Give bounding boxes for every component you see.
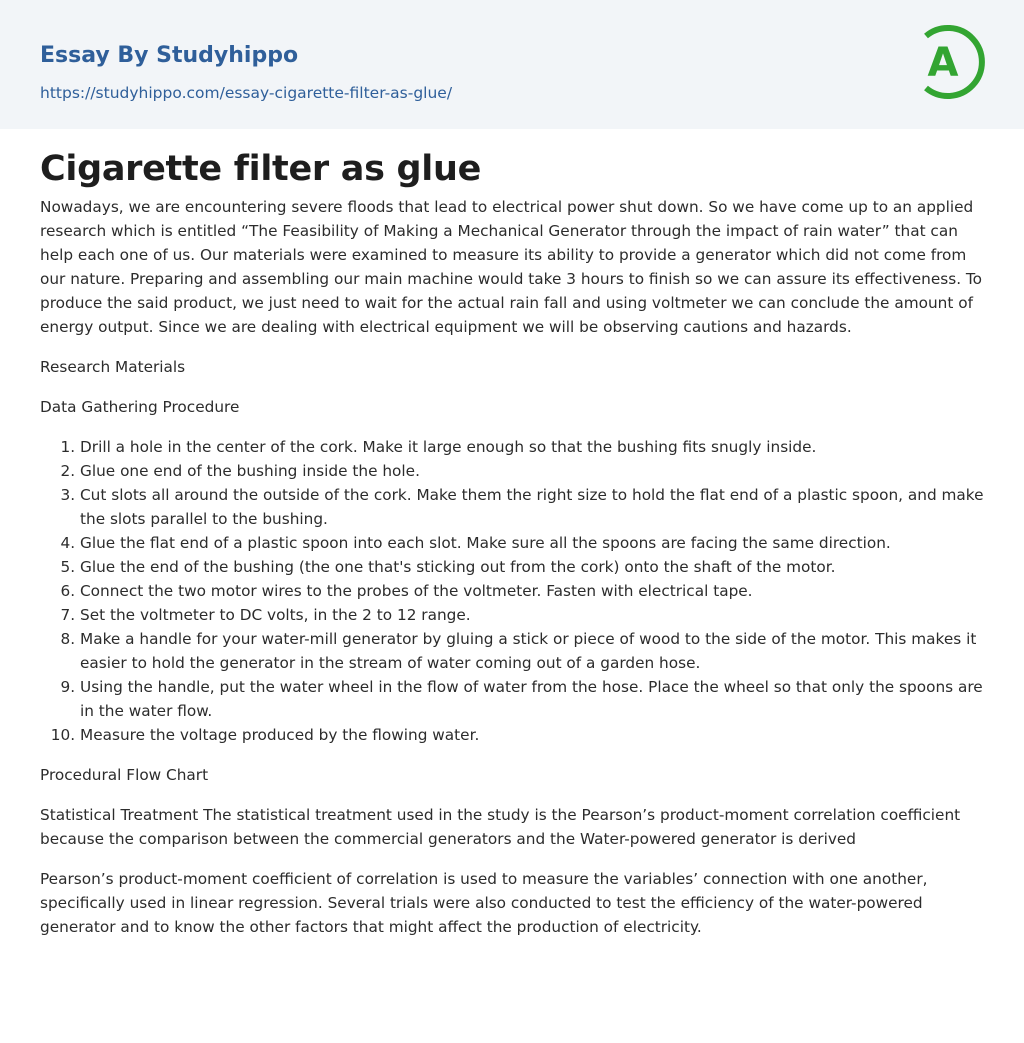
list-item: 3. Cut slots all around the outside of the cork. Make them the right size to hold the flat end of a plastic spoon, and make the slots parallel to the bushing. xyxy=(80,483,984,531)
site-title: Essay By Studyhippo xyxy=(40,43,299,68)
studyhippo-logo-icon[interactable] xyxy=(914,18,986,106)
research-materials-heading: Research Materials xyxy=(40,358,186,376)
procedure-steps-list xyxy=(40,435,984,747)
list-item: 10. Measure the voltage produced by the flowing water. xyxy=(80,723,984,747)
list-item: 9. Using the handle, put the water wheel in the flow of water from the hose. Place the wheel so that only the spoons are in the water flow. xyxy=(80,675,984,723)
list-item: 8. Make a handle for your water-mill generator by gluing a stick or piece of wood to the side of the motor. This makes it easier to hold the generator in the stream of water coming out of a garden hose. xyxy=(80,627,984,675)
list-item: 1. Drill a hole in the center of the cork. Make it large enough so that the bushing fits snugly inside. xyxy=(80,435,984,459)
site-header xyxy=(0,0,1024,129)
list-item: 6. Connect the two motor wires to the probes of the voltmeter. Fasten with electrical tape. xyxy=(80,579,984,603)
list-item: 7. Set the voltmeter to DC volts, in the 2 to 12 range. xyxy=(80,603,984,627)
intro-paragraph: Nowadays, we are encountering severe floods that lead to electrical power shut down. So we have come up to an applied research which is entitled “The Feasibility of Making a Mechanical Generator through the impact of rain water” that can help each one of us. Our materials were examined to measure its ability to provide a generator which did not come from our nature. Preparing and assembling our main machine would take 3 hours to finish so we can assure its effectiveness. To produce the said product, we just need to wait for the actual rain fall and using voltmeter we can conclude the amount of energy output. Since we are dealing with electrical equipment we will be observing cautions and hazards. xyxy=(40,198,983,336)
statistical-treatment-paragraph: Statistical Treatment The statistical treatment used in the study is the Pearson’s product-moment correlation coefficient because the comparison between the commercial generators and the Water-powered generator is derived xyxy=(40,806,961,848)
flow-chart-heading: Procedural Flow Chart xyxy=(40,766,209,784)
list-item: 2. Glue one end of the bushing inside the hole. xyxy=(80,459,984,483)
essay-url-link[interactable]: https://studyhippo.com/essay-cigarette-filter-as-glue/ xyxy=(40,84,453,102)
page-title: Cigarette filter as glue xyxy=(40,149,482,189)
list-item: 4. Glue the flat end of a plastic spoon into each slot. Make sure all the spoons are facing the same direction. xyxy=(80,531,984,555)
list-item: 5. Glue the end of the bushing (the one that's sticking out from the cork) onto the shaft of the motor. xyxy=(80,555,984,579)
pearson-paragraph: Pearson’s product-moment coefficient of correlation is used to measure the variables’ connection with one another, specifically used in linear regression. Several trials were also conducted to test the efficiency of the water-powered generator and to know the other factors that might affect the production of electricity. xyxy=(40,870,928,936)
article-body xyxy=(0,129,1024,939)
logo-letter: A xyxy=(927,40,959,86)
data-gathering-heading: Data Gathering Procedure xyxy=(40,398,240,416)
